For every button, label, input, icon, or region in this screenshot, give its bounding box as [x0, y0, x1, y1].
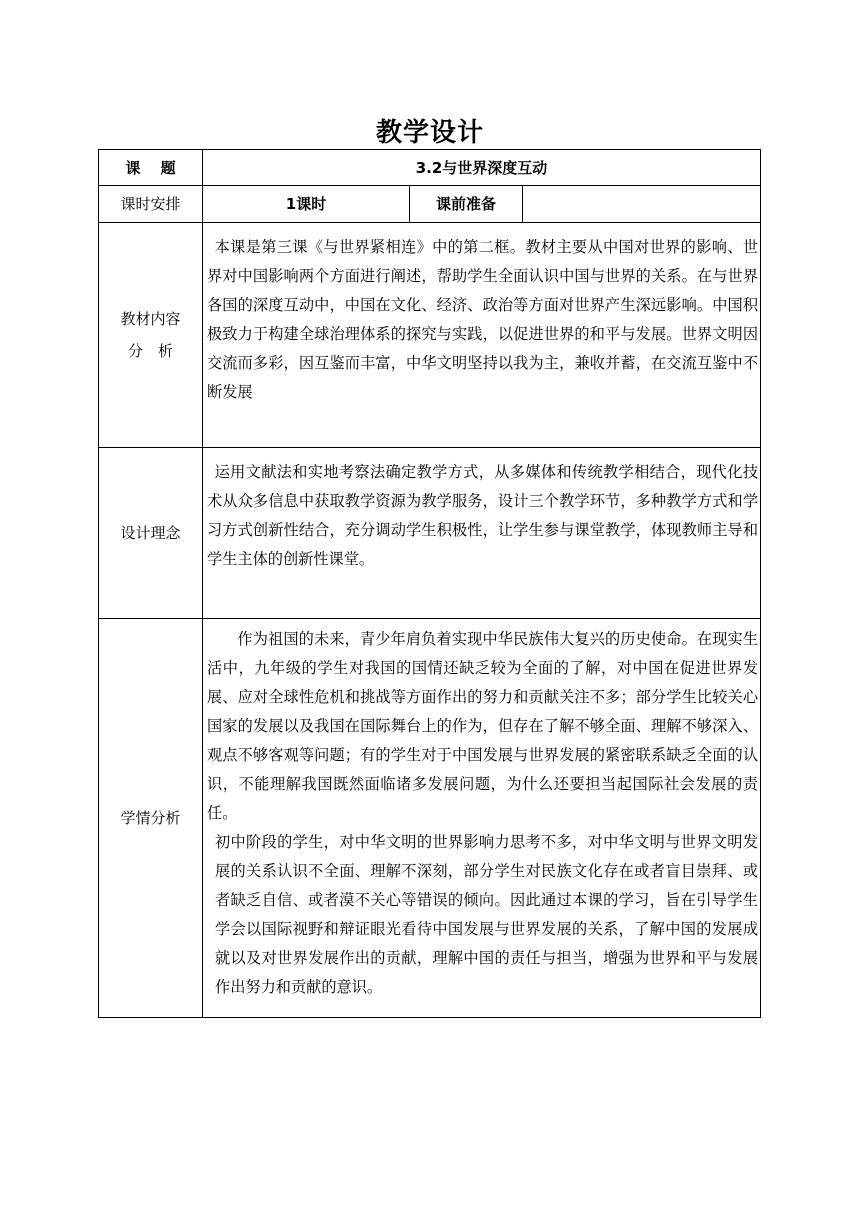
table-row-students	[99, 619, 761, 1018]
material-label-line1: 教材内容	[120, 310, 181, 328]
students-content-cell	[203, 619, 761, 1018]
prep-value	[523, 186, 761, 223]
table-row-schedule	[99, 186, 761, 223]
schedule-label: 课时安排	[99, 186, 203, 223]
schedule-hours: 1课时	[203, 186, 410, 223]
table-row-concept	[99, 448, 761, 619]
material-label-cell	[99, 223, 203, 448]
topic-label: 课 题	[99, 150, 203, 186]
table-row-topic	[99, 150, 761, 186]
material-label-line2: 分 析	[127, 342, 173, 360]
lesson-plan-table	[98, 149, 761, 1018]
student-analysis-para2: 初中阶段的学生，对中华文明的世界影响力思考不多，对中华文明与世界文明发展的关系认识不全面、理解不深刻，部分学生对民族文化存在或者盲目崇拜、或者缺乏自信、或者漠不关心等错误的倾向。因此通过本课的学习，旨在引导学生学会以国际视野和辩证眼光看待中国发展与世界发展的关系，了解中国的发展成就以及对世界发展作出的贡献，理解中国的责任与担当，增强为世界和平与发展作出努力和贡献的意识。	[215, 833, 759, 996]
prep-label: 课前准备	[410, 186, 523, 223]
page-title: 教学设计	[375, 118, 484, 148]
students-label: 学情分析	[99, 619, 203, 1018]
material-analysis-text: 本课是第三课《与世界紧相连》中的第二框。教材主要从中国对世界的影响、世界对中国影响两个方面进行阐述，帮助学生全面认识中国与世界的关系。在与世界各国的深度互动中，中国在文化、经济、政治等方面对世界产生深远影响。中国积极致力于构建全球治理体系的探究与实践，以促进世界的和平与发展。世界文明因交流而多彩，因互鉴而丰富，中华文明坚持以我为主，兼收并蓄，在交流互鉴中不断发展	[207, 238, 759, 401]
concept-label: 设计理念	[99, 448, 203, 619]
design-concept-text: 运用文献法和实地考察法确定教学方式，从多媒体和传统教学相结合，现代化技术从众多信息中获取教学资源为教学服务，设计三个教学环节，多种教学方式和学习方式创新性结合，充分调动学生积极性，让学生参与课堂教学，体现教师主导和学生主体的创新性课堂。	[207, 463, 759, 568]
concept-content-cell	[203, 448, 761, 619]
material-content-cell	[203, 223, 761, 448]
table-row-material	[99, 223, 761, 448]
topic-value: 3.2与世界深度互动	[203, 150, 761, 186]
student-analysis-para1: 作为祖国的未来，青少年肩负着实现中华民族伟大复兴的历史使命。在现实生活中，九年级的学生对我国的国情还缺乏较为全面的了解，对中国在促进世界发展、应对全球性危机和挑战等方面作出的努力和贡献关注不多；部分学生比较关心国家的发展以及我国在国际舞台上的作为，但存在了解不够全面、理解不够深入、观点不够客观等问题；有的学生对于中国发展与世界发展的紧密联系缺乏全面的认识，不能理解我国既然面临诸多发展问题，为什么还要担当起国际社会发展的责任。	[207, 630, 759, 822]
